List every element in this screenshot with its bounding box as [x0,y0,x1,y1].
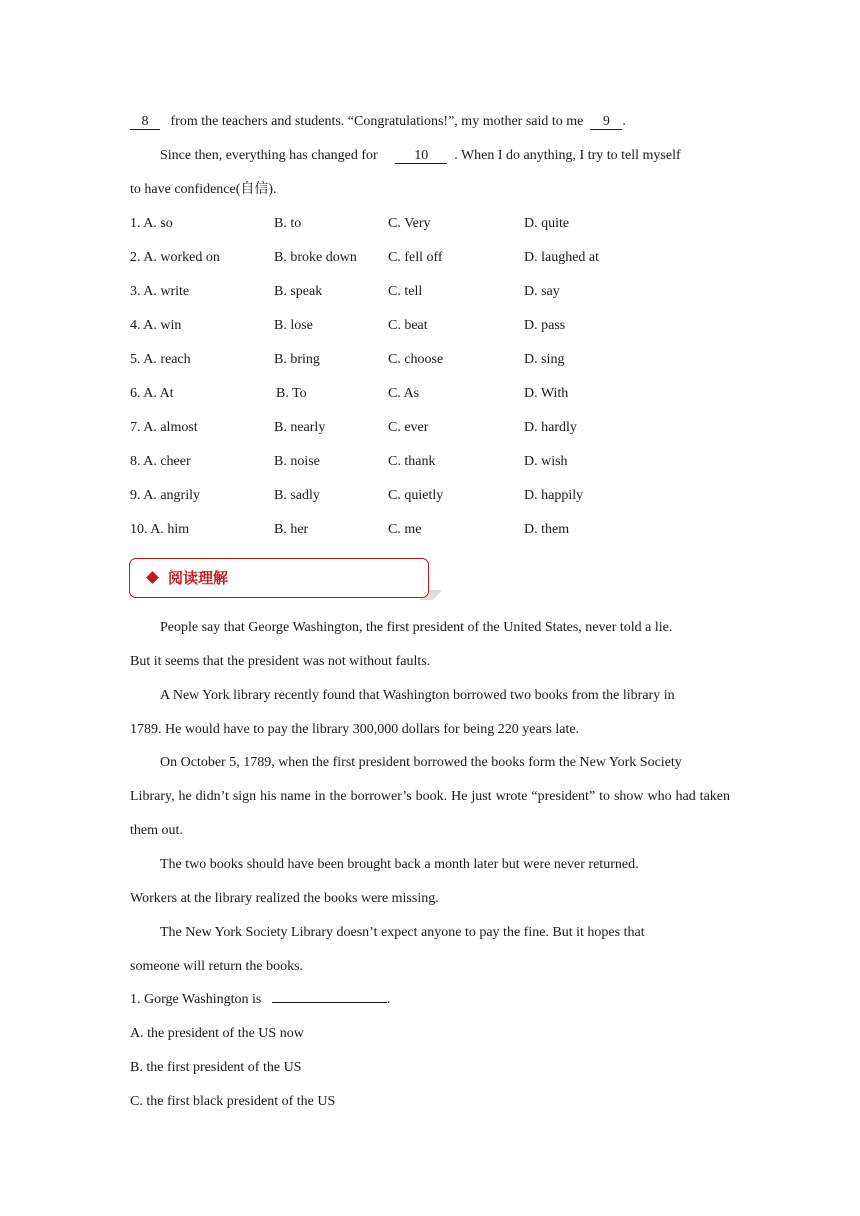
option-b: B. noise [274,454,320,469]
question-stem-text: 1. Gorge Washington is [130,992,262,1007]
reading-paragraph-3 [130,746,730,848]
option-d: D. hardly [524,420,577,435]
option-c: C. choose [388,352,444,367]
option-a: 9. A. angrily [130,488,200,503]
option-a: 7. A. almost [130,420,198,435]
option-c: C. quietly [388,488,444,503]
option-d: D. happily [524,488,584,503]
paragraph-first-line: On October 5, 1789, when the first president borrowed the books form the New York Society [160,755,682,770]
answer-blank[interactable] [272,1002,387,1003]
blank-10: 10 [395,148,447,164]
question-stem-end: . [386,992,391,1007]
option-a: 5. A. reach [130,352,191,367]
paragraph-rest: Workers at the library realized the books were missing. [130,891,439,906]
option-d: D. quite [524,216,570,231]
option-row [130,316,730,336]
option-b: B. her [274,522,309,537]
option-b: B. to [274,216,302,231]
option-row [130,350,730,370]
option-b: B. bring [274,352,320,367]
option-c: C. tell [388,284,423,299]
paragraph-rest: someone will return the books. [130,959,304,974]
blank-8: 8 [130,114,160,130]
option-a: 3. A. write [130,284,190,299]
option-a: 10. A. him [130,522,190,537]
section-header [129,558,429,598]
reading-paragraph-5 [130,916,730,984]
reading-paragraph-1 [130,611,730,679]
question-1-option-b: B. the first president of the US [130,1060,302,1075]
section-title: 阅读理解 [168,569,229,587]
option-a: 6. A. At [130,386,174,401]
blank-9: 9 [590,114,622,130]
reading-paragraph-2 [130,679,730,747]
paragraph-rest: 1789. He would have to pay the library 300,000 dollars for being 220 years late. [130,722,580,737]
option-d: D. laughed at [524,250,600,265]
option-d: D. say [524,284,560,299]
option-row [130,384,730,404]
option-b: B. nearly [274,420,326,435]
option-a: 8. A. cheer [130,454,191,469]
option-a: 2. A. worked on [130,250,220,265]
option-a: 4. A. win [130,318,182,333]
option-row [130,486,730,506]
option-row [130,520,730,540]
option-b: B. broke down [274,250,357,265]
option-c: C. As [388,386,420,401]
option-row [130,214,730,234]
option-row [130,452,730,472]
option-c: C. fell off [388,250,443,265]
option-c: C. beat [388,318,428,333]
option-c: C. Very [388,216,431,231]
option-b: B. speak [274,284,323,299]
cloze-line-2 [160,146,730,166]
paragraph-rest: Library, he didn’t sign his name in the borrower’s book. He just wrote “president” to show who had taken them out. [130,789,730,838]
option-c: C. me [388,522,422,537]
paragraph-first-line: People say that George Washington, the first president of the United States, never told a lie. [160,620,673,635]
option-row [130,282,730,302]
cloze-line-1 [130,112,730,132]
paragraph-rest: But it seems that the president was not without faults. [130,654,431,669]
cloze-line-3: to have confidence(自信). [130,182,277,197]
reading-paragraph-4 [130,848,730,916]
option-d: D. wish [524,454,568,469]
cloze-text: Since then, everything has changed for [160,148,378,163]
cloze-text: . [622,114,626,129]
option-d: D. them [524,522,570,537]
cloze-text: from the teachers and students. “Congratulations!”, my mother said to me [170,114,584,129]
option-d: D. sing [524,352,565,367]
option-b: B. sadly [274,488,320,503]
paragraph-first-line: The two books should have been brought back a month later but were never returned. [160,857,639,872]
paragraph-first-line: The New York Society Library doesn’t expect anyone to pay the fine. But it hopes that [160,925,645,940]
cloze-text: . When I do anything, I try to tell myself [454,148,681,163]
paragraph-first-line: A New York library recently found that Washington borrowed two books from the library in [160,688,675,703]
option-d: D. With [524,386,569,401]
question-1-option-a: A. the president of the US now [130,1026,304,1041]
option-d: D. pass [524,318,566,333]
question-1-option-c: C. the first black president of the US [130,1094,336,1109]
question-1-stem [130,990,730,1010]
option-row [130,418,730,438]
option-a: 1. A. so [130,216,173,231]
option-c: C. thank [388,454,436,469]
option-row [130,248,730,268]
option-b: B. lose [274,318,313,333]
diamond-bullet-icon [146,571,159,584]
option-b: B. To [276,386,307,401]
option-c: C. ever [388,420,429,435]
